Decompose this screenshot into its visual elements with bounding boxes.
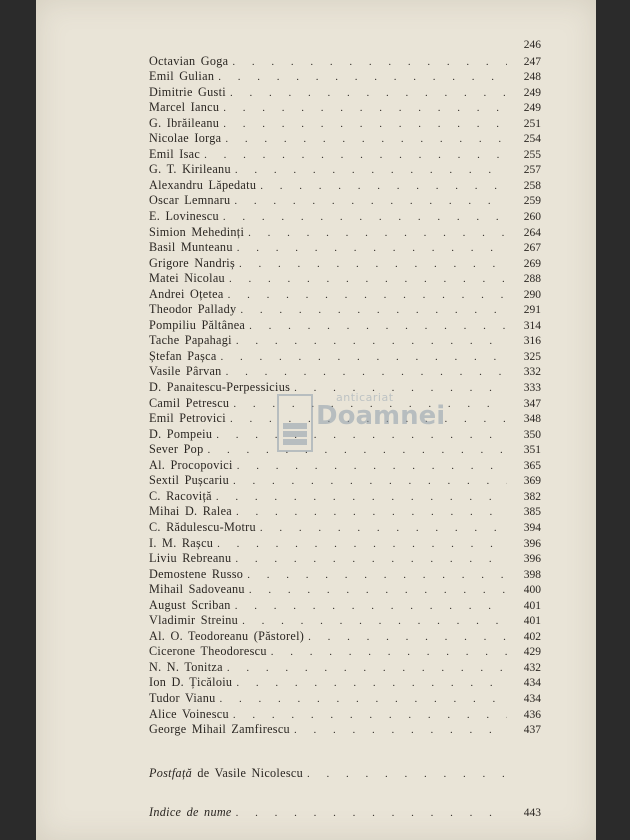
toc-entry — [149, 660, 541, 676]
toc-entry-name: Emil Petrovici — [149, 411, 226, 426]
toc-entry — [149, 85, 541, 101]
toc-entry — [149, 69, 541, 85]
toc-entry-name: Mihail Sadoveanu — [149, 582, 245, 597]
watermark-big-text: Doamnei — [316, 401, 446, 431]
toc-entry — [149, 364, 541, 380]
index-name: Indice de nume — [149, 805, 232, 820]
toc-entry-page: 269 — [523, 257, 541, 270]
leader-dots — [260, 521, 507, 537]
toc-entry-name: Andrei Oțetea — [149, 286, 224, 301]
toc-entry-page: 246 — [523, 39, 541, 51]
toc-entry-name: Theodor Pallady — [149, 302, 237, 317]
leader-dots — [249, 583, 507, 599]
postfata-italic: Postfață — [149, 765, 193, 780]
toc-entry-name: Alice Voinescu — [149, 706, 229, 721]
leader-dots — [235, 552, 507, 568]
toc-entry — [149, 582, 541, 598]
toc-entry-name: N. N. Tonitza — [149, 659, 223, 674]
toc-entry-page: 291 — [523, 304, 541, 317]
leader-dots — [307, 767, 507, 783]
toc-entry-page: 396 — [523, 537, 541, 550]
toc-entry-name: Dimitrie Gusti — [149, 84, 226, 99]
toc-entry-name: Camil Petrescu — [149, 395, 230, 410]
toc-entry-page: 248 — [523, 71, 541, 84]
toc-entry — [149, 536, 541, 552]
leader-dots — [218, 70, 507, 86]
leader-dots — [235, 599, 507, 615]
toc-entry-page: 401 — [523, 615, 541, 628]
leader-dots — [225, 132, 507, 148]
toc-entry — [149, 162, 541, 178]
toc-entry-name: E. Lovinescu — [149, 209, 219, 224]
toc-entry-name: Mihai D. Ralea — [149, 504, 232, 519]
toc-entry — [149, 675, 541, 691]
toc-entry-page: 255 — [523, 148, 541, 161]
toc-entry — [149, 100, 541, 116]
toc-entry-page: 249 — [523, 86, 541, 99]
leader-dots — [227, 661, 507, 677]
toc-entry — [149, 131, 541, 147]
watermark-logo — [276, 385, 446, 465]
toc-entry-name: Sever Pop — [149, 442, 204, 457]
toc-entry — [149, 147, 541, 163]
toc-entry — [149, 520, 541, 536]
toc-entry-page: 264 — [523, 226, 541, 239]
toc-entry-page: 401 — [523, 599, 541, 612]
leader-dots — [204, 148, 507, 164]
toc-entry-page: 398 — [523, 568, 541, 581]
toc-entry — [149, 613, 541, 629]
toc-entry — [149, 691, 541, 707]
toc-entry — [149, 551, 541, 567]
leader-dots — [221, 350, 507, 366]
toc-entry-name: C. Rădulescu-Motru — [149, 519, 256, 534]
leader-dots — [223, 101, 507, 117]
toc-entry-name: Simion Mehedinți — [149, 224, 245, 239]
toc-entry-page: 332 — [523, 366, 541, 379]
toc-entry-page: 347 — [523, 397, 541, 410]
leader-dots — [223, 117, 507, 133]
leader-dots — [240, 303, 507, 319]
toc-entry-page: 348 — [523, 413, 541, 426]
toc-entry-page: 400 — [523, 584, 541, 597]
toc-entry-name: Sextil Pușcariu — [149, 473, 229, 488]
toc-entry-page: 434 — [523, 677, 541, 690]
toc-entry — [149, 225, 541, 241]
toc-entry-name: Tudor Vianu — [149, 690, 216, 705]
toc-entry-page: 251 — [523, 117, 541, 130]
toc-entry — [149, 504, 541, 520]
leader-dots — [233, 708, 507, 724]
toc-entry-name: D. Pompeiu — [149, 426, 213, 441]
toc-entry-page: 290 — [523, 288, 541, 301]
toc-entry-page: 257 — [523, 164, 541, 177]
toc-entry-name: I. M. Rașcu — [149, 535, 214, 550]
leader-dots — [229, 272, 507, 288]
toc-entry-page: 350 — [523, 428, 541, 441]
toc-entry-page: 382 — [523, 490, 541, 503]
leader-dots — [236, 806, 507, 822]
toc-entry-name: Liviu Rebreanu — [149, 551, 232, 566]
toc-entry-name: G. Ibrăileanu — [149, 115, 220, 130]
toc-entry-page: 258 — [523, 179, 541, 192]
toc-entry-name: Emil Gulian — [149, 69, 215, 84]
leader-dots — [271, 645, 507, 661]
toc-entry — [149, 302, 541, 318]
leader-dots — [220, 692, 507, 708]
leader-dots — [236, 505, 507, 521]
toc-entry-page: 254 — [523, 133, 541, 146]
toc-entry-page: 333 — [523, 382, 541, 395]
toc-entry — [149, 644, 541, 660]
leader-dots — [308, 630, 507, 646]
toc-entry-page: 365 — [523, 459, 541, 472]
leader-dots — [239, 257, 507, 273]
toc-entry — [149, 598, 541, 614]
toc-entry-page: 396 — [523, 553, 541, 566]
toc-entry — [149, 256, 541, 272]
toc-entry — [149, 707, 541, 723]
toc-entry-page: 394 — [523, 521, 541, 534]
leader-dots — [242, 614, 507, 630]
toc-entry-name: Cicerone Theodorescu — [149, 644, 267, 659]
toc-entry-page: 259 — [523, 195, 541, 208]
toc-entry-name: Ion D. Țicăloiu — [149, 675, 233, 690]
toc-entry-postfata — [149, 766, 541, 782]
leader-dots — [226, 365, 507, 381]
toc-entry-name: Oscar Lemnaru — [149, 193, 231, 208]
toc-entry-page: 249 — [523, 102, 541, 115]
toc-entry-name: August Scriban — [149, 597, 231, 612]
toc-entry-name: Basil Munteanu — [149, 240, 233, 255]
toc-entry — [149, 489, 541, 505]
toc-entry-page: 432 — [523, 661, 541, 674]
toc-entry — [149, 567, 541, 583]
toc-entry — [149, 54, 541, 70]
toc-entry — [149, 722, 541, 738]
leader-dots — [233, 474, 507, 490]
toc-entry-name: Emil Isac — [149, 146, 201, 161]
toc-entry-page: 267 — [523, 242, 541, 255]
toc-entry-name: Vladimir Streinu — [149, 613, 239, 628]
toc-entry-page: 402 — [523, 630, 541, 643]
toc-entry-name: Grigore Nandriș — [149, 255, 236, 270]
toc-entry-name: G. T. Kirileanu — [149, 162, 231, 177]
leader-dots — [235, 163, 507, 179]
toc-entry-name: Tache Papahagi — [149, 333, 232, 348]
toc-entry-page: 316 — [523, 335, 541, 348]
toc-entry-page: 385 — [523, 506, 541, 519]
toc-entry-page: 325 — [523, 350, 541, 363]
toc-entry-name: Al. O. Teodoreanu (Păstorel) — [149, 628, 305, 643]
toc-entry — [149, 193, 541, 209]
leader-dots — [260, 179, 507, 195]
toc-entry-page: 314 — [523, 319, 541, 332]
toc-entry-name: Al. Procopovici — [149, 457, 233, 472]
toc-entry-name: Nicolae Iorga — [149, 131, 222, 146]
watermark-small-text: anticariat — [336, 391, 394, 404]
toc-entry-name: George Mihail Zamfirescu — [149, 722, 290, 737]
leader-dots — [217, 537, 507, 553]
leader-dots — [232, 55, 507, 71]
toc-entry-name: D. Panaitescu-Perpessicius — [149, 380, 291, 395]
toc-entry — [149, 349, 541, 365]
leader-dots — [247, 568, 507, 584]
toc-entry — [149, 178, 541, 194]
toc-entry — [149, 209, 541, 225]
toc-entry-name: Marcel Iancu — [149, 100, 220, 115]
toc-entry-name: Demostene Russo — [149, 566, 244, 581]
toc-entry-page: 437 — [523, 724, 541, 737]
toc-entry-name: Octavian Goga — [149, 53, 229, 68]
toc-entry — [149, 629, 541, 645]
leader-dots — [216, 490, 507, 506]
leader-dots — [230, 86, 507, 102]
toc-entry-index — [149, 805, 541, 821]
leader-dots — [228, 288, 507, 304]
leader-dots — [237, 241, 507, 257]
toc-entry-page: 369 — [523, 475, 541, 488]
toc-entry — [149, 116, 541, 132]
leader-dots — [294, 723, 507, 739]
toc-entry-page: 351 — [523, 444, 541, 457]
toc-entry-page: 436 — [523, 708, 541, 721]
toc-entry — [149, 240, 541, 256]
books-icon — [276, 393, 314, 453]
toc-entry-name: Ștefan Pașca — [149, 348, 217, 363]
leader-dots — [249, 319, 507, 335]
toc-entry-name: Pompiliu Păltânea — [149, 317, 246, 332]
postfata-rest: de Vasile Nicolescu — [192, 765, 303, 780]
leader-dots — [236, 334, 507, 350]
toc-entry-page: 260 — [523, 211, 541, 224]
toc-entry — [149, 38, 541, 54]
toc-entry-page: 434 — [523, 692, 541, 705]
toc-entry-page: 247 — [523, 55, 541, 68]
toc-entry-name: C. Racoviță — [149, 488, 212, 503]
toc-entry — [149, 318, 541, 334]
postfata-name — [149, 766, 303, 782]
book-page — [36, 0, 596, 840]
toc-entry — [149, 473, 541, 489]
leader-dots — [236, 676, 507, 692]
toc-entry — [149, 271, 541, 287]
leader-dots — [234, 194, 507, 210]
toc-entry — [149, 333, 541, 349]
toc-entry — [149, 287, 541, 303]
toc-entry-page: 429 — [523, 646, 541, 659]
leader-dots — [248, 226, 507, 242]
leader-dots — [223, 210, 507, 226]
toc-entry-page: 288 — [523, 273, 541, 286]
toc-entry-name: Matei Nicolau — [149, 271, 225, 286]
toc-entry-name: Vasile Pârvan — [149, 364, 222, 379]
index-page: 443 — [523, 807, 541, 820]
toc-entry-name: Alexandru Lăpedatu — [149, 177, 257, 192]
